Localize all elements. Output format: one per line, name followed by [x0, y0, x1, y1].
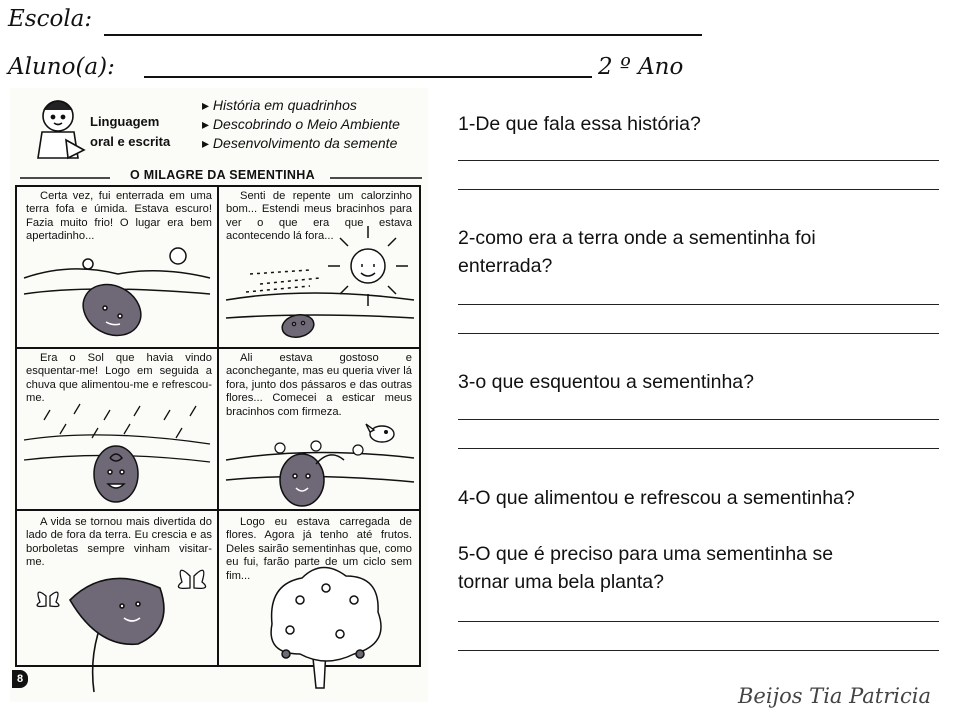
- answer-line[interactable]: [458, 160, 939, 161]
- school-name-line[interactable]: [104, 34, 702, 36]
- school-label: Escola:: [8, 6, 93, 32]
- student-label: Aluno(a):: [8, 54, 115, 80]
- answer-line[interactable]: [458, 419, 939, 420]
- topic-label: [90, 112, 170, 152]
- question-4: 4-O que alimentou e refrescou a sementinha?: [458, 487, 855, 509]
- child-writing-icon: [38, 101, 84, 158]
- story-title: O MILAGRE DA SEMENTINHA: [130, 168, 315, 182]
- panel-5-text: A vida se tornou mais divertida do lado de fora da terra. Eu crescia e as borboletas sempre vinham visitar-me.: [26, 516, 212, 569]
- panel-3-text: Era o Sol que havia vindo esquentar-me! Logo em seguida a chuva que alimentou-me e refrescou-me.: [26, 352, 212, 405]
- tree-icon: [271, 567, 381, 688]
- answer-line[interactable]: [458, 650, 939, 651]
- panel-6-text: Logo eu estava carregada de flores. Agora já tenho até frutos. Deles sairão sementinhas que, como eu fui, farão parte de um ciclo sem fim...: [226, 516, 412, 582]
- question-2: 2-como era a terra onde a sementinha foi enterrada?: [458, 227, 816, 277]
- bird-icon: [366, 424, 394, 442]
- question-1: 1-De que fala essa história?: [458, 113, 701, 135]
- answer-line[interactable]: [458, 333, 939, 334]
- panel-1-text: Certa vez, fui enterrada em uma terra fofa e úmida. Estava escuro! Fazia muito frio! O lugar era bem apertadinho...: [26, 190, 212, 243]
- answer-line[interactable]: [458, 189, 939, 190]
- seed-character-icon: [280, 454, 344, 506]
- seed-character-icon: [94, 446, 138, 502]
- answer-line[interactable]: [458, 621, 939, 622]
- panel-2-text: Senti de repente um calorzinho bom... Estendi meus bracinhos para ver o que era que estava acontecendo lá fora...: [226, 190, 412, 243]
- seed-character-icon: [70, 578, 164, 692]
- student-name-line[interactable]: [144, 76, 592, 78]
- topic-item: ▸ História em quadrinhos: [202, 96, 400, 115]
- page-number: 8: [12, 670, 28, 688]
- seed-character-icon: [280, 312, 316, 340]
- panel-4-text: Ali estava gostoso e aconchegante, mas eu queria viver lá fora, junto dos pássaros e das outras flores... Comecei a esticar meus bracinhos com firmeza.: [226, 352, 412, 418]
- topic-list: [202, 96, 400, 153]
- answer-line[interactable]: [458, 304, 939, 305]
- topic-item: ▸ Descobrindo o Meio Ambiente: [202, 115, 400, 134]
- topic-label-line1: Linguagem: [90, 114, 160, 129]
- answer-line[interactable]: [458, 448, 939, 449]
- question-5: 5-O que é preciso para uma sementinha se tornar uma bela planta?: [458, 543, 834, 593]
- signature: Beijos Tia Patricia: [738, 684, 931, 708]
- seed-character-icon: [24, 248, 210, 345]
- comic-page: [10, 88, 428, 702]
- grade-label: 2 º Ano: [598, 54, 684, 80]
- topic-label-line2: oral e escrita: [90, 134, 171, 149]
- question-3: 3-o que esquentou a sementinha?: [458, 371, 754, 393]
- topic-item: ▸ Desenvolvimento da semente: [202, 134, 400, 153]
